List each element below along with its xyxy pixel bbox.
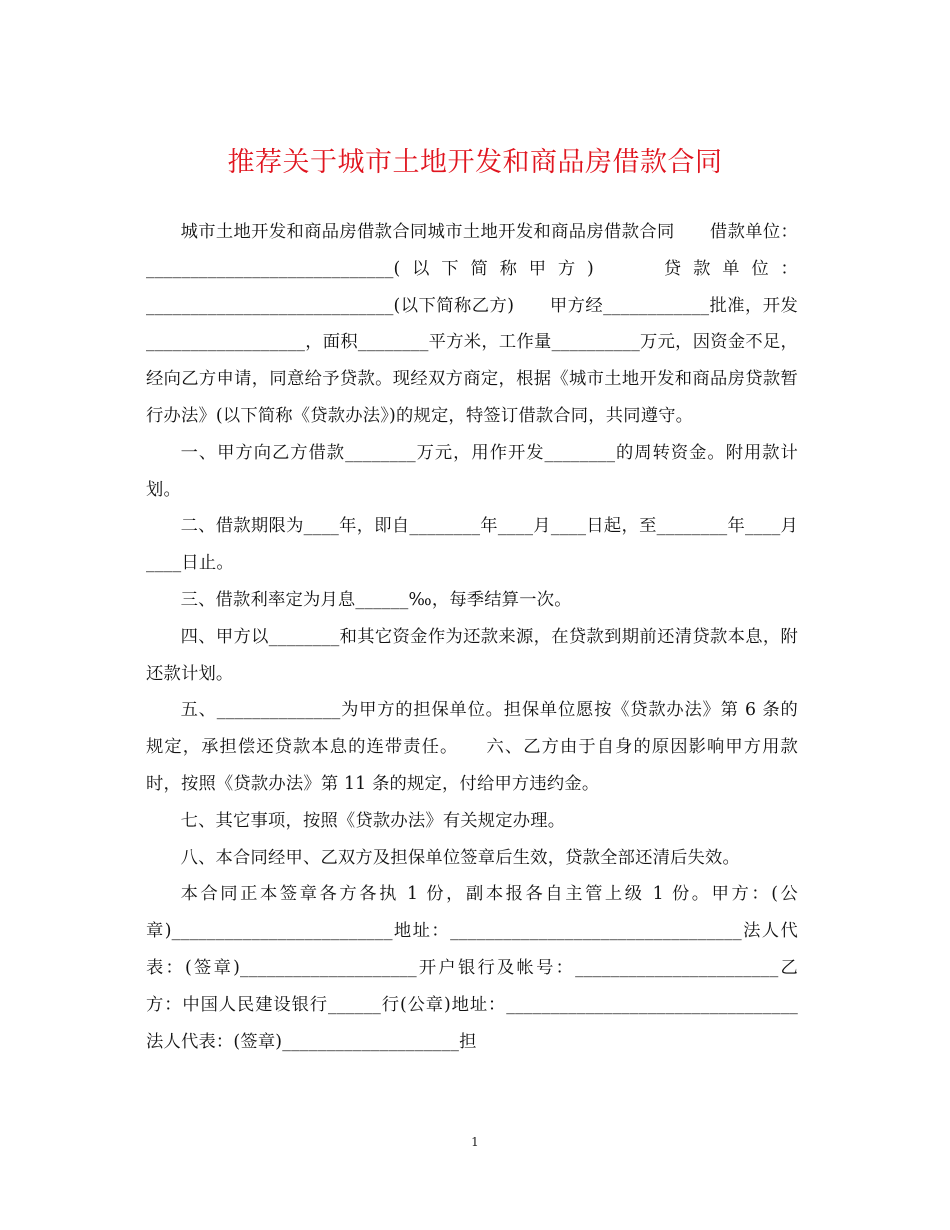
paragraph-signatures: 本合同正本签章各方各执 1 份，副本报各自主管上级 1 份。甲方：(公章)_________________________地址：_________________________________法人代表：(签章)____________________开户银行及帐号：_______________________乙方：中国人民建设银行______行(公章)地址：_________________________________法人代表：(签章)____________________担 xyxy=(146,884,798,1052)
paragraph-clause-7: 七、其它事项，按照《贷款办法》有关规定办理。 xyxy=(180,810,566,831)
paragraph-intro: 城市土地开发和商品房借款合同城市土地开发和商品房借款合同 借款单位：____________________________(以下简称甲方) 贷款单位：____________________________(以下简称乙方) 甲方经____________批准，开发__________________，面积________平方米，工作量__________万元，因资金不足，经向乙方申请，同意给予贷款。现经双方商定，根据《城市土地开发和商品房贷款暂行办法》(以下简称《贷款办法》)的规定，特签订借款合同，共同遵守。 xyxy=(146,222,798,426)
paragraph-clause-2: 二、借款期限为____年，即自________年____月____日起，至________年____月____日止。 xyxy=(146,516,798,574)
paragraph-clause-4: 四、甲方以________和其它资金作为还款来源，在贷款到期前还清贷款本息，附还款计划。 xyxy=(146,626,798,684)
page-number: 1 xyxy=(471,1135,479,1149)
document-body xyxy=(146,214,798,1060)
paragraph-clause-1: 一、甲方向乙方借款________万元，用作开发________的周转资金。附用款计划。 xyxy=(146,442,798,500)
paragraph-clause-5-6: 五、______________为甲方的担保单位。担保单位愿按《贷款办法》第 6 条的规定，承担偿还贷款本息的连带责任。 六、乙方由于自身的原因影响甲方用款时，按照《贷款办法》第 11 条的规定，付给甲方违约金。 xyxy=(146,700,798,794)
document-title: 推荐关于城市土地开发和商品房借款合同 xyxy=(227,147,723,178)
paragraph-clause-3: 三、借款利率定为月息______‰，每季结算一次。 xyxy=(180,589,572,610)
paragraph-clause-8: 八、本合同经甲、乙双方及担保单位签章后生效，贷款全部还清后失效。 xyxy=(180,847,740,868)
